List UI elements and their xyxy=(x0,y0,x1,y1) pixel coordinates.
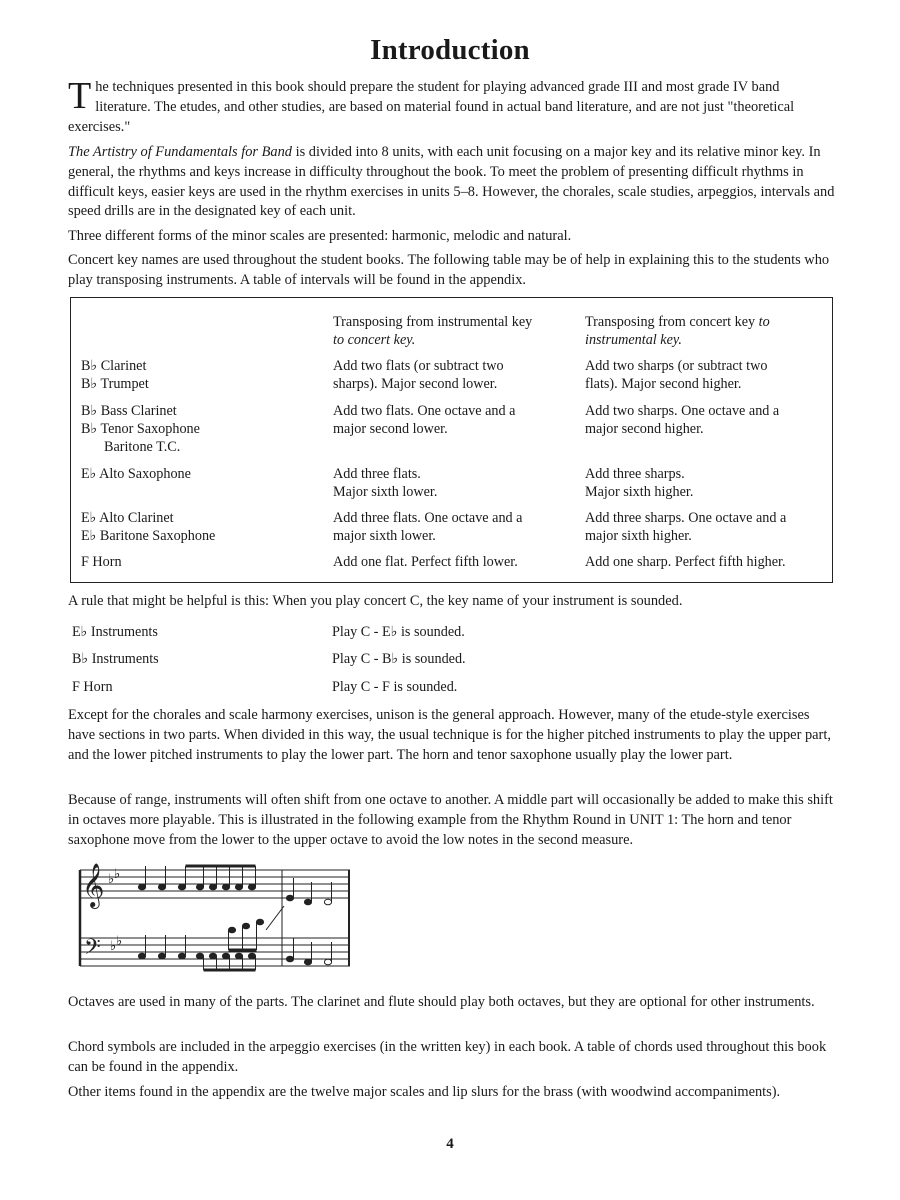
paragraph-range: Because of range, instruments will often shift from one octave to another. A middle part will occasionally be added to make this shift in octaves more playable. This is illustrated in the following example from the Rhythm Round in UNIT 1: The horn and tenor saxophone move from the lower to the upper octave to avoid the low notes in the second measure. xyxy=(68,792,833,848)
drop-cap: T xyxy=(68,75,92,117)
table-row-to-concert: Add two flats (or subtract two sharps). Major second lower. xyxy=(333,358,504,392)
rule-instrument: B♭ Instruments xyxy=(72,651,159,667)
paragraph-minor-scales: Three different forms of the minor scales are presented: harmonic, melodic and natural. xyxy=(68,228,572,244)
table-row-to-concert: Add two flats. One octave and a major second lower. xyxy=(333,403,516,437)
paragraph-units xyxy=(68,143,838,222)
table-row-instruments: E♭ Alto Clarinet E♭ Baritone Saxophone xyxy=(81,510,216,544)
bass-clef-icon: 𝄢 xyxy=(84,935,101,965)
header-to-concert: Transposing from instrumental key to concert key. xyxy=(333,314,533,348)
paragraph-appendix: Other items found in the appendix are the twelve major scales and lip slurs for the brass (with woodwind accompaniments). xyxy=(68,1084,781,1100)
rule-instrument: F Horn xyxy=(72,679,113,695)
table-row-instruments: B♭ Clarinet B♭ Trumpet xyxy=(81,358,149,392)
rule-result: Play C - E♭ is sounded. xyxy=(332,624,465,640)
table-row-instruments: F Horn xyxy=(81,554,122,570)
table-row-to-concert: Add three flats. Major sixth lower. xyxy=(333,466,438,500)
paragraph-techniques xyxy=(68,75,838,137)
table-row-instruments: E♭ Alto Saxophone xyxy=(81,466,191,482)
page-number: 4 xyxy=(446,1136,454,1152)
music-example xyxy=(70,858,360,976)
paragraph-rule-intro: A rule that might be helpful is this: When you play concert C, the key name of your instrument is sounded. xyxy=(68,593,683,609)
flat-icon: ♭ xyxy=(110,939,117,954)
table-row-to-instrument: Add two sharps (or subtract two flats). Major second higher. xyxy=(585,358,768,392)
paragraph-chord-symbols: Chord symbols are included in the arpeggio exercises (in the written key) in each book. A table of chords used throughout this book can be found in the appendix. xyxy=(68,1039,827,1075)
paragraph-octaves: Octaves are used in many of the parts. The clarinet and flute should play both octaves, but they are optional for other instruments. xyxy=(68,994,815,1010)
table-row-to-instrument: Add three sharps. Major sixth higher. xyxy=(585,466,694,500)
table-row-to-concert: Add one flat. Perfect fifth lower. xyxy=(333,554,518,570)
paragraph-text: is divided into 8 units, with each unit focusing on a major key and its relative minor key. In general, the rhythms and keys increase in difficulty throughout the book. To meet the problem of presenting difficult rhythms in difficult keys, easier keys are used in the rhythm exercises in units 5–8. However, the chorales, scale studies, arpeggios, intervals and speed drills are in the designated key of each unit. xyxy=(68,144,835,220)
table-row-instruments: B♭ Bass Clarinet B♭ Tenor Saxophone Baritone T.C. xyxy=(81,403,200,455)
table-row-to-concert: Add three flats. One octave and a major sixth lower. xyxy=(333,510,523,544)
page-title: Introduction xyxy=(370,34,530,66)
table-row-to-instrument: Add two sharps. One octave and a major second higher. xyxy=(585,403,780,437)
flat-icon: ♭ xyxy=(114,867,121,882)
flat-icon: ♭ xyxy=(108,872,115,887)
flat-icon: ♭ xyxy=(116,934,123,949)
rule-instrument: E♭ Instruments xyxy=(72,624,158,640)
rule-result: Play C - B♭ is sounded. xyxy=(332,651,466,667)
book-title: The Artistry of Fundamentals for Band xyxy=(68,144,292,160)
header-to-instrument: Transposing from concert key to instrumental key. xyxy=(585,314,770,348)
paragraph-concert-keys: Concert key names are used throughout the student books. The following table may be of help in explaining this to the students who play transposing instruments. A table of intervals will be found in the appendix. xyxy=(68,252,830,288)
treble-clef-icon: 𝄞 xyxy=(82,863,105,907)
rule-result: Play C - F is sounded. xyxy=(332,679,458,695)
table-row-to-instrument: Add three sharps. One octave and a major sixth higher. xyxy=(585,510,787,544)
table-row-to-instrument: Add one sharp. Perfect fifth higher. xyxy=(585,554,786,570)
transposition-table xyxy=(70,297,833,583)
paragraph-unison: Except for the chorales and scale harmony exercises, unison is the general approach. However, many of the etude-style exercises have sections in two parts. When divided in this way, the usual technique is for the higher pitched instruments to play the upper part, and the lower pitched instruments to play the lower part. The horn and tenor saxophone usually play the lower part. xyxy=(68,707,831,763)
paragraph-text: he techniques presented in this book should prepare the student for playing advanced grade III and most grade IV band literature. The etudes, and other studies, are based on material found in actual band literature, and are not just "theoretical exercises." xyxy=(68,79,795,135)
